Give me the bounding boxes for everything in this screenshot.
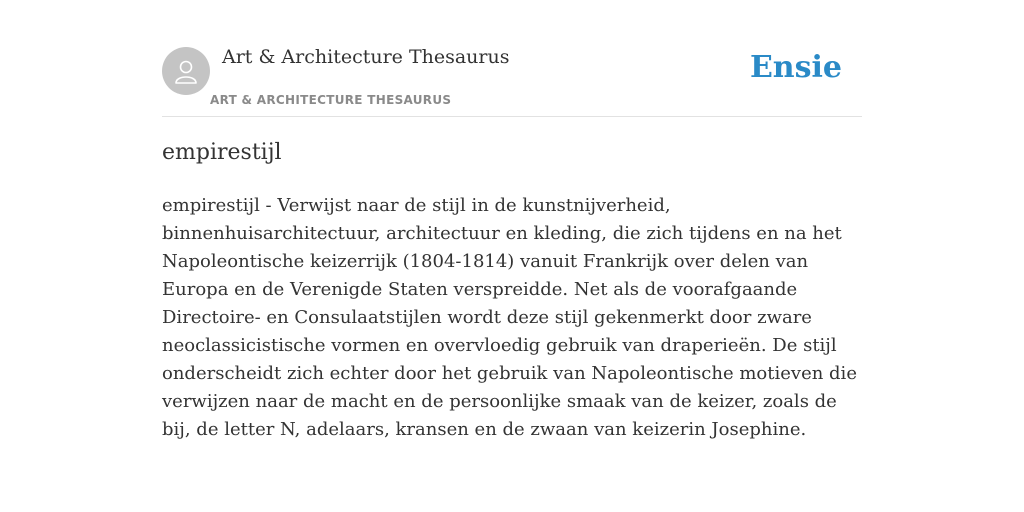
definition-card — [162, 0, 862, 440]
category-link[interactable]: ART & ARCHITECTURE THESAURUS — [210, 93, 452, 107]
user-avatar-icon — [172, 57, 200, 85]
term-title: empirestijl — [162, 140, 282, 165]
author-link[interactable]: Art & Architecture Thesaurus — [222, 46, 510, 68]
avatar[interactable] — [162, 47, 210, 95]
card-header — [162, 0, 862, 117]
definition-text: empirestijl - Verwijst naar de stijl in de kunstnijverheid, binnenhuisarchitectuur, architectuur en kleding, die zich tijdens en na het Napoleontische keizerrijk (1804-1814) vanuit Frankrijk over delen van Europa en de Verenigde Staten verspreidde. Net als de voorafgaande Directoire- en Consulaatstijlen wordt deze stijl gekenmerkt door zware neoclassicistische vormen en overvloedig gebruik van draperieën. De stijl onderscheidt zich echter door het gebruik van Napoleontische motieven die verwijzen naar de macht en de persoonlijke smaak van de keizer, zoals de bij, de letter N, adelaars, kransen en de zwaan van keizerin Josephine. — [162, 195, 857, 440]
brand-logo[interactable]: Ensie — [749, 50, 842, 85]
